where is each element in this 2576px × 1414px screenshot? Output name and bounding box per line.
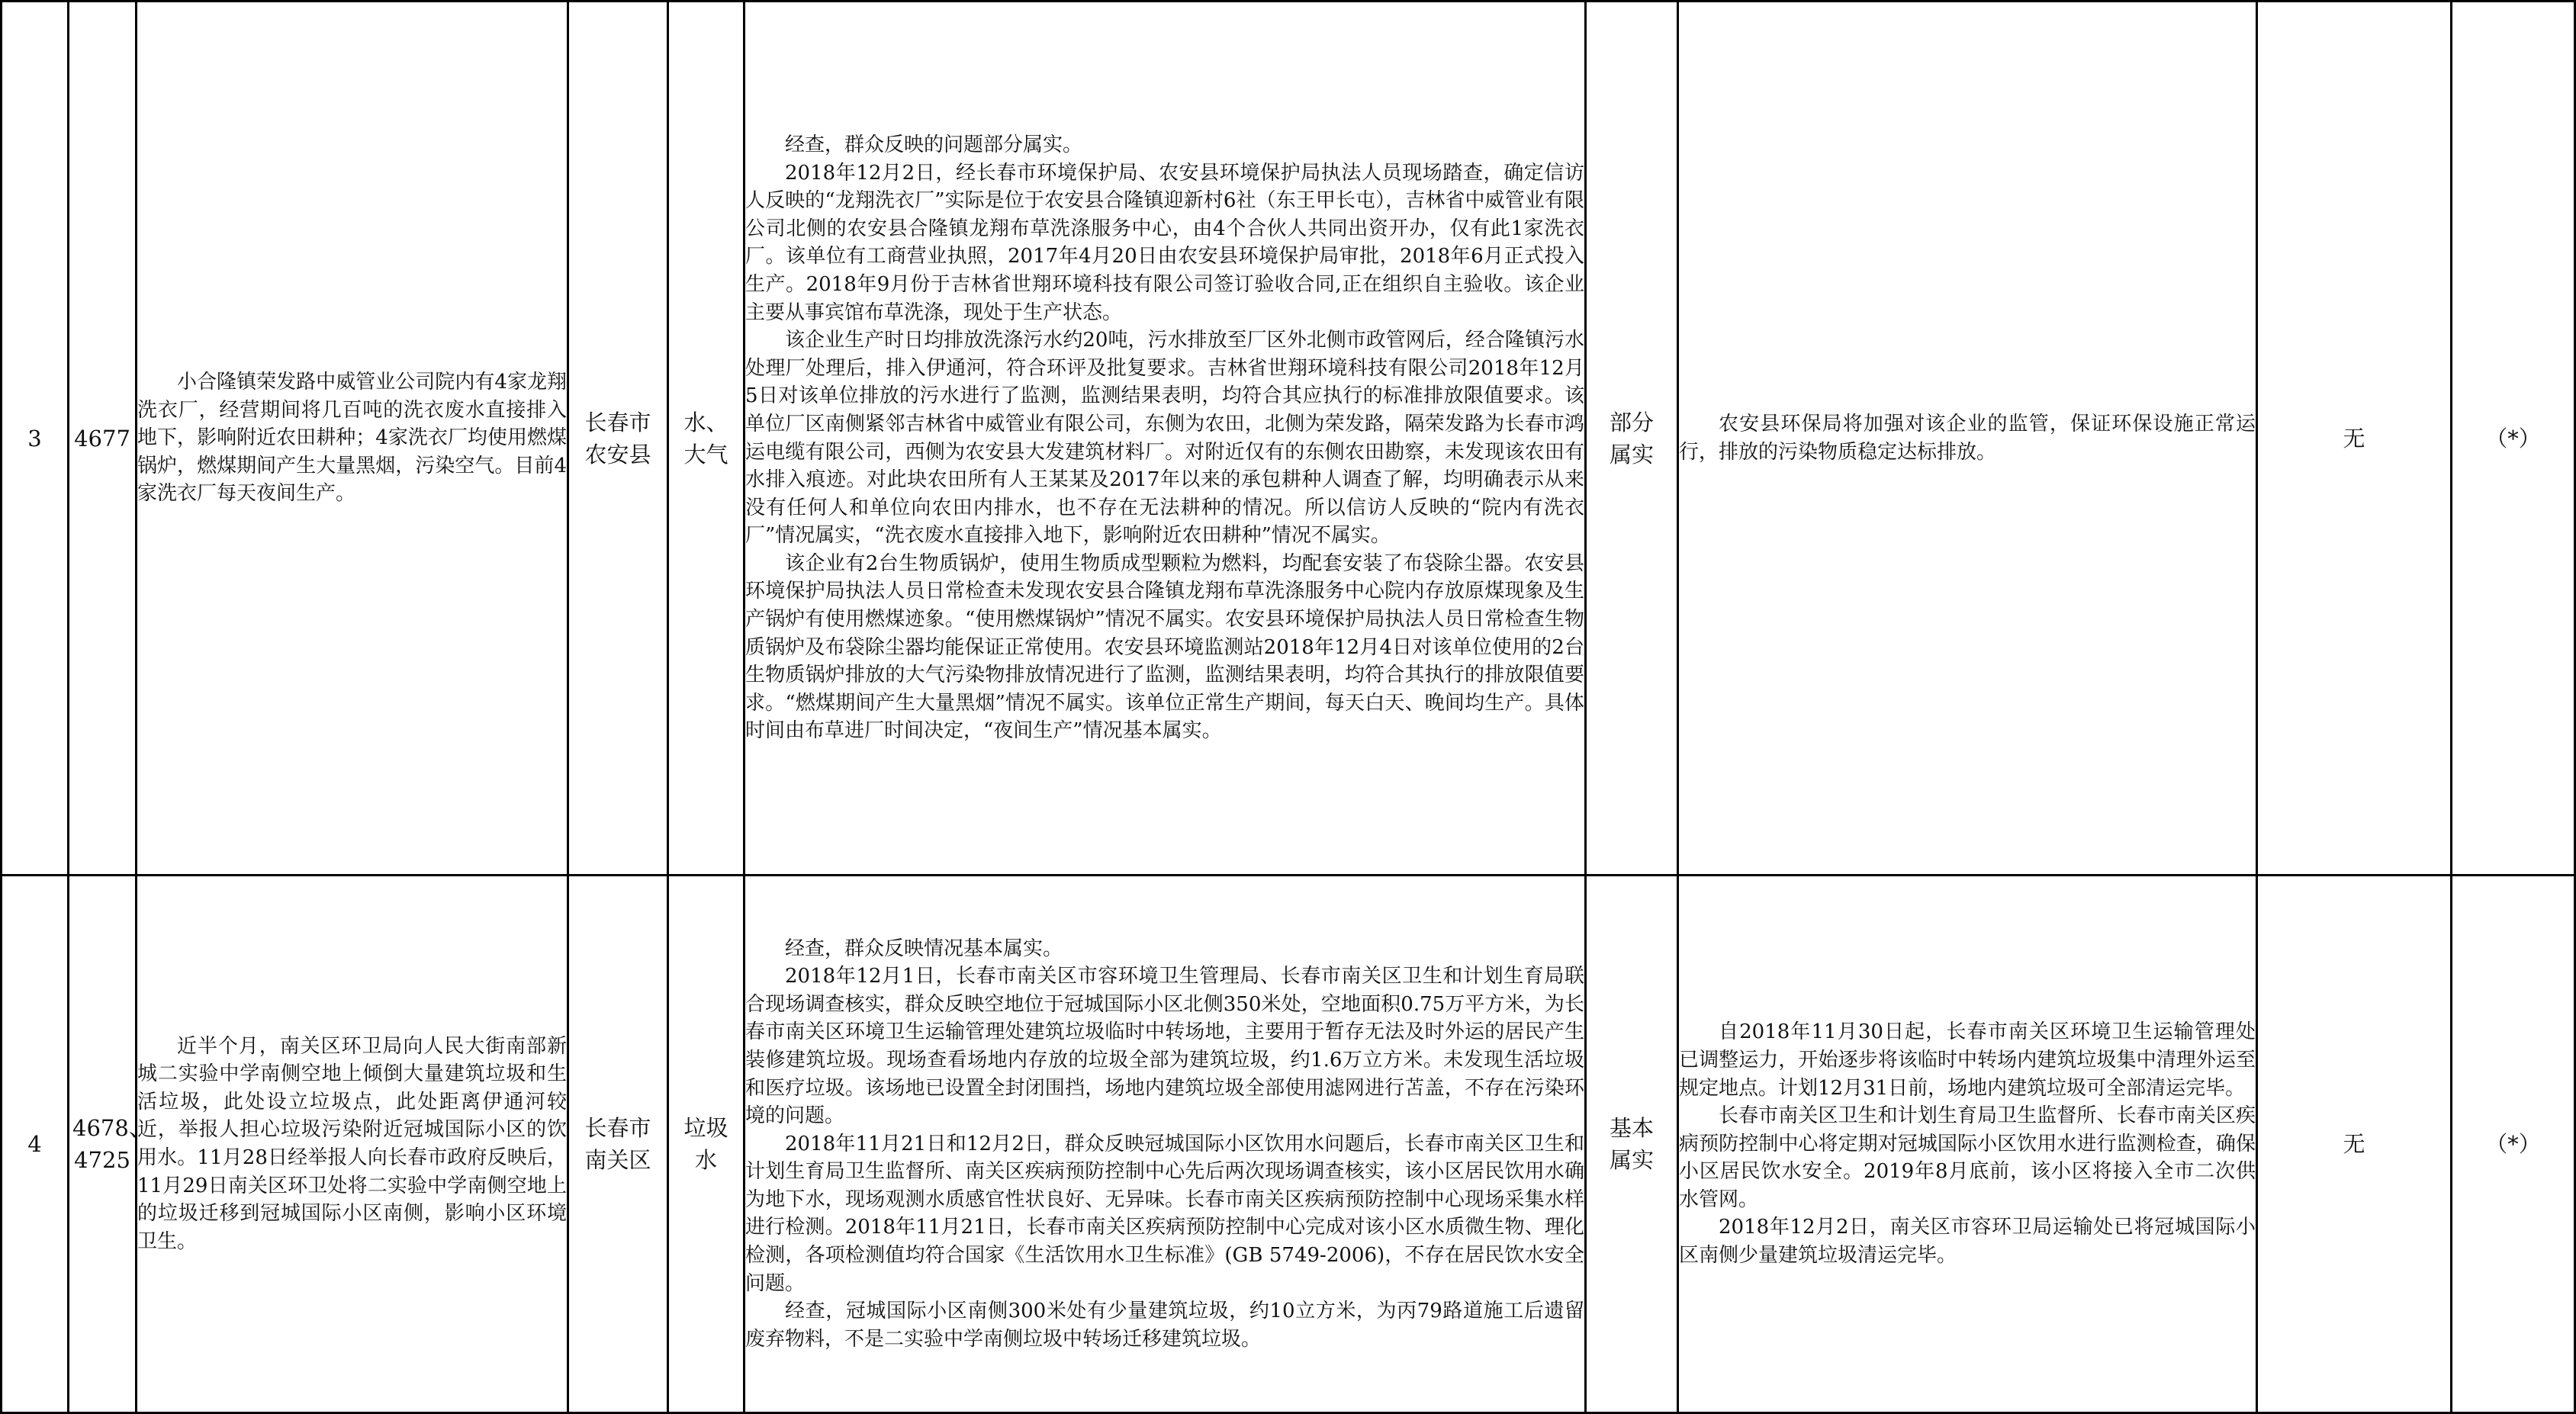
case-number-cell: 4678、4725	[69, 876, 137, 1413]
table-row	[2, 876, 2575, 1413]
remark-cell: （*）	[2452, 876, 2575, 1413]
findings-paragraph: 2018年12月1日，长春市南关区市容环境卫生管理局、长春市南关区卫生和计划生育局联合现场调查核实，群众反映空地位于冠城国际小区北侧350米处，空地面积0.75万平方米，为长春市南关区环境卫生运输管理处建筑垃圾临时中转场地，主要用于暂存无法及时外运的居民产生装修建筑垃圾。现场查看场地内存放的垃圾全部为建筑垃圾，约1.6万立方米。未发现生活垃圾和医疗垃圾。该场地已设置全封闭围挡，场地内建筑垃圾全部使用滤网进行苫盖，不存在污染环境的问题。	[745, 965, 1584, 1128]
rectification-paragraph: 长春市南关区卫生和计划生育局卫生监督所、长春市南关区疾病预防控制中心将定期对冠城国际小区饮用水进行监测检查，确保小区居民饮水安全。2019年8月底前，该小区将接入全市二次供水管网。	[1679, 1104, 2256, 1211]
findings-paragraph: 2018年12月2日，经长春市环境保护局、农安县环境保护局执法人员现场踏查，确定信访人反映的“龙翔洗衣厂”实际是位于农安县合隆镇迎新村6社（东王甲长屯），吉林省中威管业有限公司北侧的农安县合隆镇龙翔布草洗涤服务中心，由4个合伙人共同出资开办，仅有此1家洗衣厂。该单位有工商营业执照，2017年4月20日由农安县环境保护局审批，2018年6月正式投入生产。2018年9月份于吉林省世翔环境科技有限公司签订验收合同,正在组织自主验收。该企业主要从事宾馆布草洗涤，现处于生产状态。	[745, 161, 1584, 324]
accountability-cell: 无	[2257, 2, 2452, 876]
sequence-cell: 4	[2, 876, 69, 1413]
remark-cell: （*）	[2452, 2, 2575, 876]
investigation-findings-cell	[744, 2, 1586, 876]
pollution-type-cell: 水、大气	[668, 2, 744, 876]
table-row	[2, 2, 2575, 876]
findings-paragraph: 2018年11月21日和12月2日，群众反映冠城国际小区饮用水问题后，长春市南关区卫生和计划生育局卫生监督所、南关区疾病预防控制中心先后两次现场调查核实，该小区居民饮用水确为地下水，现场观测水质感官性状良好、无异味。长春市南关区疾病预防控制中心现场采集水样进行检测。2018年11月21日，长春市南关区疾病预防控制中心完成对该小区水质微生物、理化检测，各项检测值均符合国家《生活饮用水卫生标准》(GB 5749-2006)，不存在居民饮水安全问题。	[745, 1132, 1584, 1295]
case-number-cell: 4677	[69, 2, 137, 876]
rectification-cell	[1678, 876, 2257, 1413]
findings-paragraph: 经查，群众反映情况基本属实。	[785, 937, 1063, 960]
sequence-cell: 3	[2, 2, 69, 876]
district-cell: 长春市农安县	[568, 2, 668, 876]
findings-paragraph: 经查，冠城国际小区南侧300米处有少量建筑垃圾，约10立方米，为丙79路道施工后遗留废弃物料，不是二实验中学南侧垃圾中转场迁移建筑垃圾。	[745, 1300, 1584, 1351]
complaint-content-cell	[137, 876, 568, 1413]
findings-paragraph: 该企业生产时日均排放洗涤污水约20吨，污水排放至厂区外北侧市政管网后，经合隆镇污水处理厂处理后，排入伊通河，符合环评及批复要求。吉林省世翔环境科技有限公司2018年12月5日对该单位排放的污水进行了监测，监测结果表明，均符合其应执行的标准排放限值要求。该单位厂区南侧紧邻吉林省中威管业有限公司，东侧为农田，北侧为荣发路，隔荣发路为长春市鸿运电缆有限公司，西侧为农安县大发建筑材料厂。对附近仅有的东侧农田勘察，未发现该农田有水排入痕迹。对此块农田所有人王某某及2017年以来的承包耕种人调查了解，均明确表示从来没有任何人和单位向农田内排水，也不存在无法耕种的情况。所以信访人反映的“院内有洗衣厂”情况属实，“洗衣废水直接排入地下，影响附近农田耕种”情况不属实。	[745, 329, 1584, 548]
complaint-text: 近半个月，南关区环卫局向人民大街南部新城二实验中学南侧空地上倾倒大量建筑垃圾和生活垃圾，此处设立垃圾点，此处距离伊通河较近，举报人担心垃圾污染附近冠城国际小区的饮用水。11月28日经举报人向长春市政府反映后，11月29日南关区环卫处将二实验中学南侧空地上的垃圾迁移到冠城国际小区南侧，影响小区环境卫生。	[137, 1034, 567, 1253]
rectification-paragraph: 2018年12月2日，南关区市容环卫局运输处已将冠城国际小区南侧少量建筑垃圾清运完毕。	[1679, 1216, 2256, 1268]
verdict-cell: 基本属实	[1586, 876, 1678, 1413]
rectification-cell	[1678, 2, 2257, 876]
verdict-cell: 部分属实	[1586, 2, 1678, 876]
rectification-paragraph: 自2018年11月30日起，长春市南关区环境卫生运输管理处已调整运力，开始逐步将该临时中转场内建筑垃圾集中清理外运至规定地点。计划12月31日前，场地内建筑垃圾可全部清运完毕。	[1679, 1020, 2256, 1100]
complaint-content-cell	[137, 2, 568, 876]
investigation-findings-cell	[744, 876, 1586, 1413]
rectification-text: 农安县环保局将加强对该企业的监管，保证环保设施正常运行，排放的污染物质稳定达标排放。	[1679, 412, 2256, 464]
district-cell: 长春市南关区	[568, 876, 668, 1413]
findings-paragraph: 经查，群众反映的问题部分属实。	[785, 133, 1083, 156]
accountability-cell: 无	[2257, 876, 2452, 1413]
findings-paragraph: 该企业有2台生物质锅炉，使用生物质成型颗粒为燃料，均配套安装了布袋除尘器。农安县环境保护局执法人员日常检查未发现农安县合隆镇龙翔布草洗涤服务中心院内存放原煤现象及生产锅炉有使用燃煤迹象。“使用燃煤锅炉”情况不属实。农安县环境保护局执法人员日常检查生物质锅炉及布袋除尘器均能保证正常使用。农安县环境监测站2018年12月4日对该单位使用的2台生物质锅炉排放的大气污染物排放情况进行了监测，监测结果表明，均符合其执行的排放限值要求。“燃煤期间产生大量黑烟”情况不属实。该单位正常生产期间，每天白天、晚间均生产。具体时间由布草进厂时间决定，“夜间生产”情况基本属实。	[745, 551, 1584, 743]
pollution-type-cell: 垃圾水	[668, 876, 744, 1413]
complaint-text: 小合隆镇荣发路中威管业公司院内有4家龙翔洗衣厂，经营期间将几百吨的洗衣废水直接排入地下，影响附近农田耕种；4家洗衣厂均使用燃煤锅炉，燃煤期间产生大量黑烟，污染空气。目前4家洗衣厂每天夜间生产。	[137, 371, 567, 506]
